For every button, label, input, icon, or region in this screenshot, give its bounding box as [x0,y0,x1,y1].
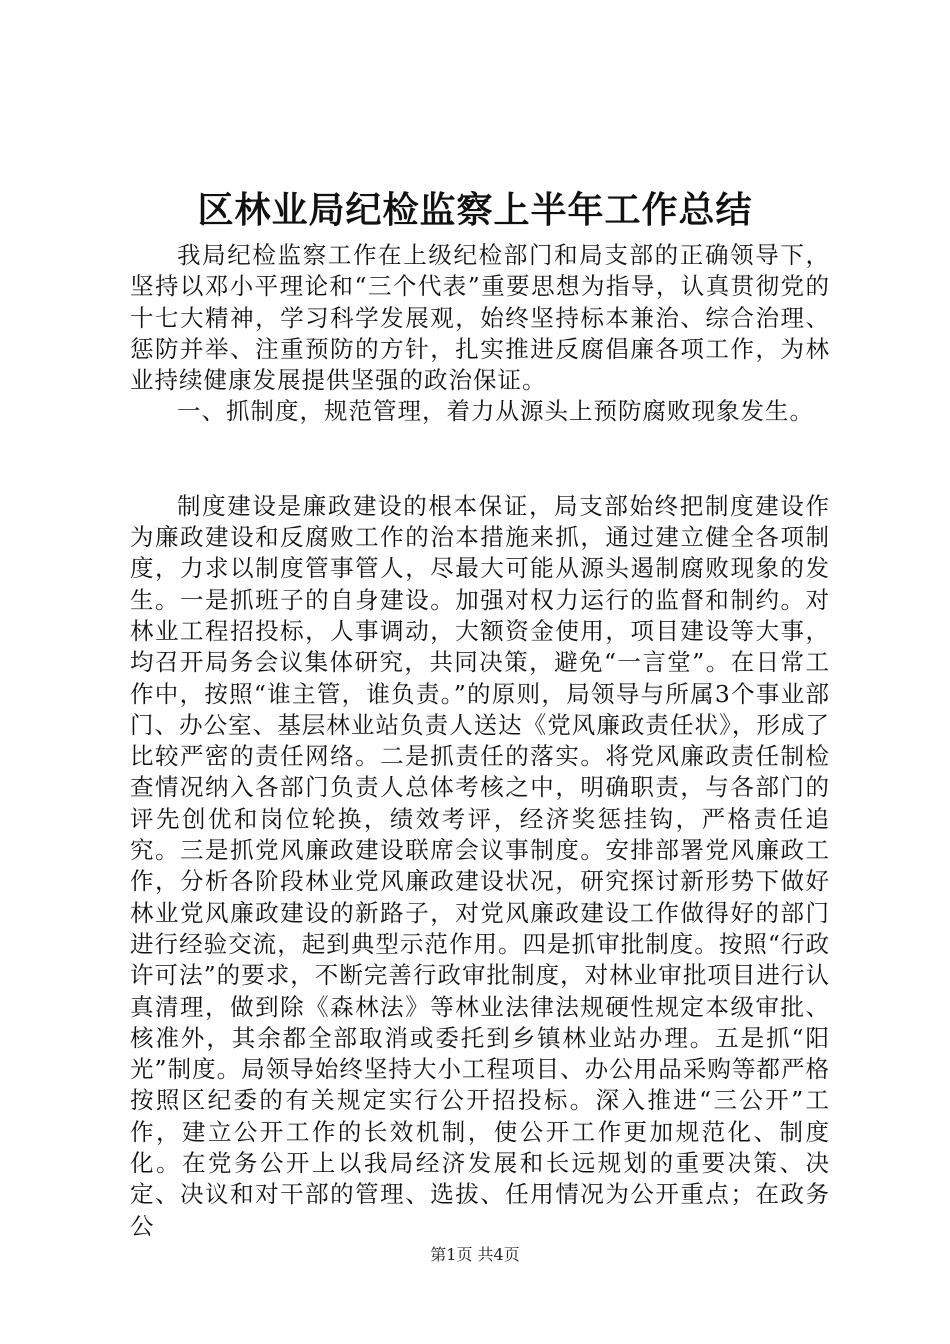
page-number-footer: 第1页 共4页 [430,1245,520,1264]
section-heading: 一、抓制度，规范管理，着力从源头上预防腐败现象发生。 [177,397,814,426]
blank-line [130,428,830,491]
section-body-paragraph: 制度建设是廉政建设的根本保证，局支部始终把制度建设作为廉政建设和反腐败工作的治本措施来抓，通过建立健全各项制度，力求以制度管事管人，尽最大可能从源头遏制腐败现象的发生。一是抓班子的自身建设。加强对权力运行的监督和制约。对林业工程招投标，人事调动，大额资金使用，项目建设等大事，均召开局务会议集体研究，共同决策，避免“一言堂”。在日常工作中，按照“谁主管，谁负责。”的原则，局领导与所属3个事业部门、办公室、基层林业站负责人送达《党风廉政责任状》，形成了比较严密的责任网络。二是抓责任的落实。将党风廉政责任制检查情况纳入各部门负责人总体考核之中，明确职责，与各部门的评先创优和岗位轮换，绩效考评，经济奖惩挂钩，严格责任追究。三是抓党风廉政建设联席会议事制度。安排部署党风廉政工作，分析各阶段林业党风廉政建设状况，研究探讨新形势下做好林业党风廉政建设的新路子，对党风廉政建设工作做得好的部门进行经验交流，起到典型示范作用。四是抓审批制度。按照“行政许可法”的要求，不断完善行政审批制度，对林业审批项目进行认真清理，做到除《森林法》等林业法律法规硬性规定本级审批、核准外，其余都全部取消或委托到乡镇林业站办理。五是抓“阳光”制度。局领导始终坚持大小工程项目、办公用品采购等都严格按照区纪委的有关规定实行公开招投标。深入推进“三公开”工作，建立公开工作的长效机制，使公开工作更加规范化、制度化。在党务公开上以我局经济发展和长远规划的重要决策、决定、决议和对干部的管理、选拔、任用情况为公开重点；在政务公 [130,491,830,1240]
document-title: 区林业局纪检监察上半年工作总结 [197,189,753,231]
intro-paragraph: 我局纪检监察工作在上级纪检部门和局支部的正确领导下，坚持以邓小平理论和“三个代表”重要思想为指导，认真贯彻党的十七大精神，学习科学发展观，始终坚持标本兼治、综合治理、惩防并举、注重预防的方针，扎实推进反腐倡廉各项工作，为林业持续健康发展提供坚强的政治保证。 [130,241,830,395]
document-body [130,240,830,1242]
